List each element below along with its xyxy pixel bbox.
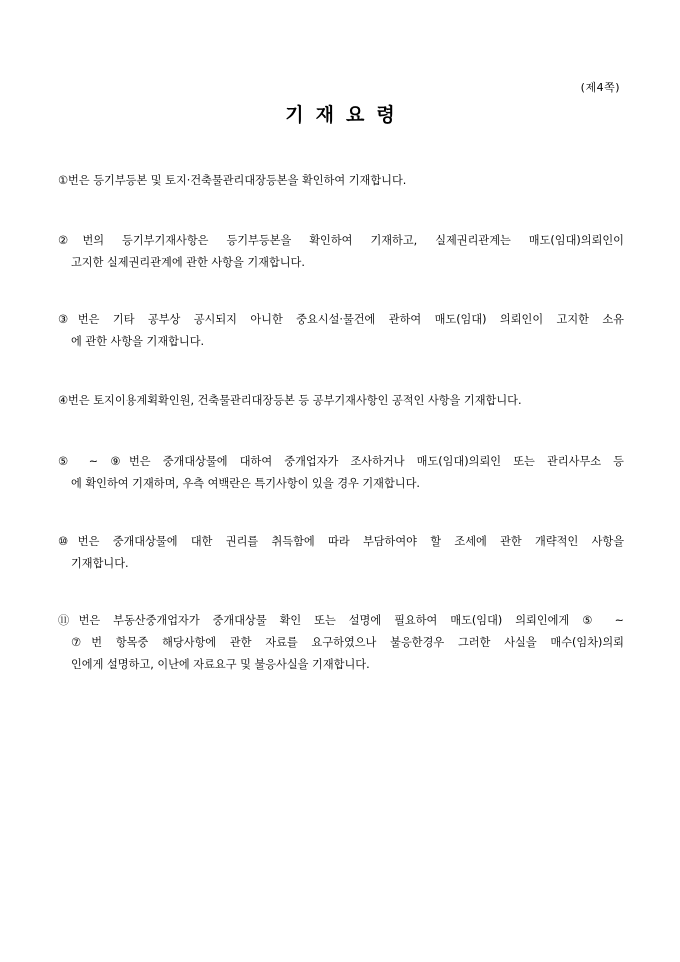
list-item-3 bbox=[58, 309, 624, 353]
item-line: 에 관한 사항을 기재합니다. bbox=[71, 335, 205, 348]
item-line: 고지한 실제권리관계에 관한 사항을 기재합니다. bbox=[71, 256, 305, 269]
item-line: ③번은 기타 공부상 공시되지 아니한 중요시설·물건에 관하여 매도(임대) 의뢰인이 고지한 소유 bbox=[58, 313, 624, 326]
item-line: ④번은 토지이용계획확인원, 건축물관리대장등본 등 공부기재사항인 공적인 사항을 기재합니다. bbox=[58, 394, 522, 407]
page-number: (제4쪽) bbox=[580, 81, 620, 94]
item-line: ⑤ ~ ⑨번은 중개대상물에 대하여 중개업자가 조사하거나 매도(임대)의뢰인 또는 관리사무소 등 bbox=[58, 455, 624, 468]
item-line: 인에게 설명하고, 이난에 자료요구 및 불응사실을 기재합니다. bbox=[71, 658, 370, 671]
document-title: 기재요령 bbox=[285, 104, 407, 126]
list-item-6 bbox=[58, 531, 624, 575]
item-line: ⑦번 항목중 해당사항에 관한 자료를 요구하였으나 불응한경우 그러한 사실을 매수(임차)의뢰 bbox=[71, 636, 624, 649]
item-line: ②번의 등기부기재사항은 등기부등본을 확인하여 기재하고, 실제권리관계는 매도(임대)의뢰인이 bbox=[58, 234, 624, 247]
list-item-1 bbox=[58, 170, 624, 192]
list-item-5 bbox=[58, 451, 624, 495]
item-line: 기재합니다. bbox=[71, 557, 129, 570]
list-item-4 bbox=[58, 390, 624, 412]
item-line: ⑪번은 부동산중개업자가 중개대상물 확인 또는 설명에 필요하여 매도(임대) 의뢰인에게 ⑤ ~ bbox=[58, 614, 624, 627]
item-line: 에 확인하여 기재하며, 우측 여백란은 특기사항이 있을 경우 기재합니다. bbox=[71, 477, 420, 490]
list-item-7 bbox=[58, 610, 624, 676]
item-line: ⑩번은 중개대상물에 대한 권리를 취득함에 따라 부담하여야 할 조세에 관한 개략적인 사항을 bbox=[58, 535, 624, 548]
list-item-2 bbox=[58, 230, 624, 274]
item-line: ①번은 등기부등본 및 토지·건축물관리대장등본을 확인하여 기재합니다. bbox=[58, 174, 407, 187]
